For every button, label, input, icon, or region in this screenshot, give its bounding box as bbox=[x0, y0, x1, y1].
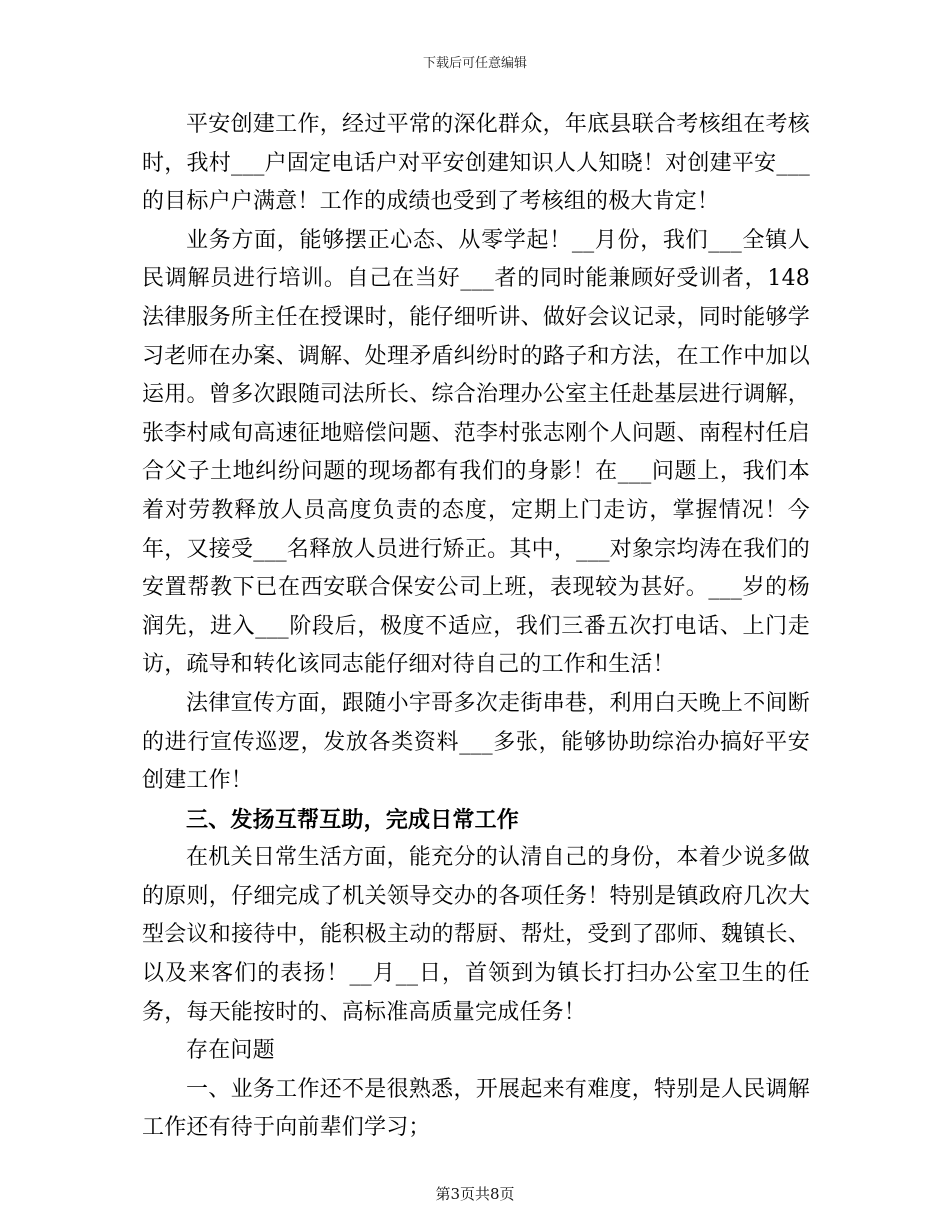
section-heading-problems: 存在问题 bbox=[186, 1038, 275, 1064]
paragraph-daily-work: 在机关日常生活方面，能充分的认清自己的身份，本着少说多做的原则，仔细完成了机关领导交办的各项任务！特别是镇政府几次大型会议和接待中，能积极主动的帮厨、帮灶，受到了邵师、魏镇长、以及来客们的表扬！__月__日，首领到为镇长打扫办公室卫生的任务，每天能按时的、高标准高质量完成任务！ bbox=[142, 845, 810, 1025]
section-heading-daily-work: 三、发扬互帮互助，完成日常工作 bbox=[186, 806, 520, 833]
paragraph-business-work: 业务方面，能够摆正心态、从零学起！__月份，我们___全镇人民调解员进行培训。自己在当好___者的同时能兼顾好受训者，148法律服务所主任在授课时，能仔细听讲、做好会议记录，同时能够学习老师在办案、调解、处理矛盾纠纷时的路子和方法，在工作中加以运用。曾多次跟随司法所长、综合治理办公室主任赴基层进行调解，张李村咸旬高速征地赔偿问题、范李村张志刚个人问题、南程村任启合父子土地纠纷问题的现场都有我们的身影！在___问题上，我们本着对劳教释放人员高度负责的态度，定期上门走访，掌握情况！今年，又接受___名释放人员进行矫正。其中，___对象宗均涛在我们的安置帮教下已在西安联合保安公司上班，表现较为甚好。___岁的杨润先，进入___阶段后，极度不适应，我们三番五次打电话、上门走访，疏导和转化该同志能仔细对待自己的工作和生活！ bbox=[142, 227, 810, 678]
paragraph-safety-campaign: 平安创建工作，经过平常的深化群众，年底县联合考核组在考核时，我村___户固定电话户对平安创建知识人人知晓！对创建平安___的目标户户满意！工作的成绩也受到了考核组的极大肯定！ bbox=[142, 112, 810, 215]
paragraph-problem-one: 一、业务工作还不是很熟悉，开展起来有难度，特别是人民调解工作还有待于向前辈们学习； bbox=[142, 1076, 810, 1141]
document-body bbox=[142, 106, 810, 1148]
page-number-footer: 第3页共8页 bbox=[435, 1185, 515, 1203]
page-header: 下载后可任意编辑 bbox=[422, 56, 527, 71]
paragraph-legal-publicity: 法律宣传方面，跟随小宇哥多次走街串巷，利用白天晚上不间断的进行宣传巡逻，发放各类资料___多张，能够协助综治办搞好平安创建工作！ bbox=[142, 690, 810, 794]
